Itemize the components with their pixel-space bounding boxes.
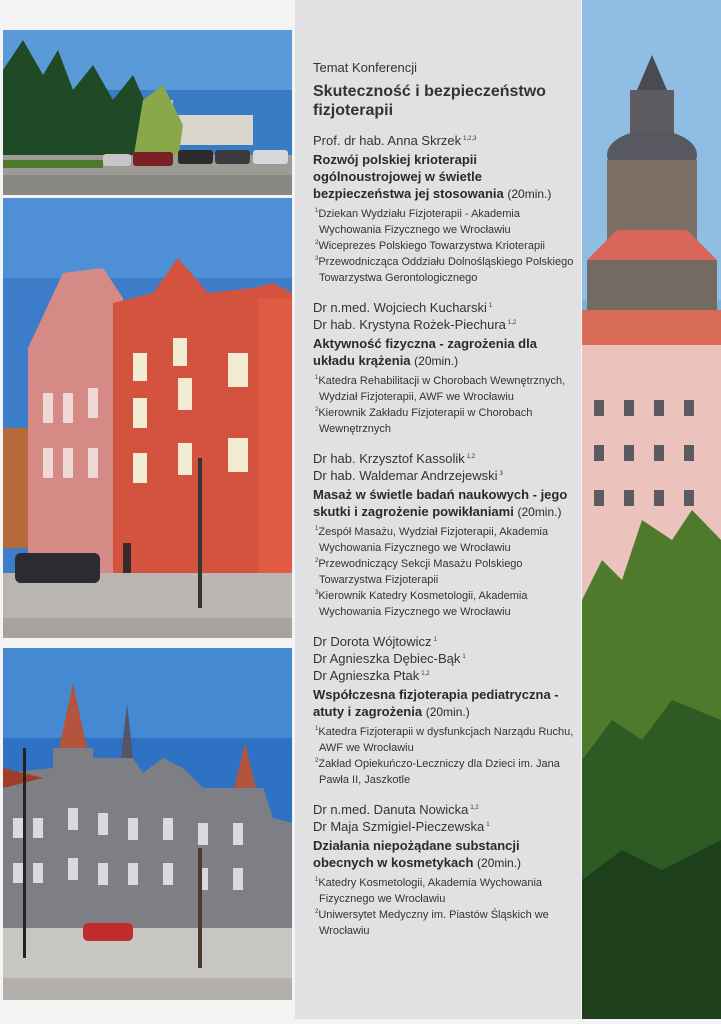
talk-duration: (20min.) (477, 856, 522, 870)
affiliation-text: Katedra Rehabilitacji w Chorobach Wewnętrznych, Wydział Fizjoterapii, AWF we Wrocławiu (318, 375, 566, 403)
author-affiliation-marker: 1 (462, 653, 466, 660)
talk-duration: (20min.) (517, 505, 562, 519)
affiliation-item (313, 556, 575, 588)
affiliation-number: 2 (315, 240, 319, 247)
author-name (313, 633, 575, 650)
talk-title-text: Rozwój polskiej krioterapii ogólnoustrojowej w świetle bezpieczeństwa jej stosowania (313, 152, 504, 201)
affiliation-number: 2 (315, 758, 319, 765)
affiliation-list (313, 373, 575, 437)
affiliation-text: Kierownik Katedry Kosmetologii, Akademia Wychowania Fizycznego we Wrocławiu (318, 590, 528, 618)
author-affiliation-marker: 1,2 (507, 319, 517, 326)
session-item (313, 801, 575, 939)
affiliation-item (313, 875, 575, 907)
affiliation-number: 2 (315, 909, 319, 916)
author-name-text: Dr Agnieszka Ptak (313, 668, 420, 683)
affiliation-list (313, 524, 575, 620)
talk-title (313, 335, 575, 370)
session-item (313, 633, 575, 788)
affiliation-item (313, 907, 575, 939)
affiliation-number: 2 (315, 407, 319, 414)
affiliation-item (313, 238, 575, 254)
talk-title (313, 486, 575, 521)
talk-duration: (20min.) (425, 705, 470, 719)
program-column (313, 60, 575, 952)
author-name (313, 450, 575, 467)
author-name-text: Dr Agnieszka Dębiec-Bąk (313, 651, 461, 666)
photo-town-hall (3, 198, 292, 638)
affiliation-text: Wiceprezes Polskiego Towarzystwa Krioterapii (318, 240, 545, 252)
talk-title-text: Działania niepożądane substancji obecnych w kosmetykach (313, 838, 520, 870)
conference-label: Temat Konferencji (313, 60, 418, 75)
author-affiliation-marker: 1 (433, 636, 437, 643)
conference-title: Skuteczność i bezpieczeństwo fizjoterapii (313, 83, 546, 119)
author-name (313, 667, 575, 684)
affiliation-number: 1 (315, 526, 319, 533)
talk-title (313, 837, 575, 872)
affiliation-text: Uniwersytet Medyczny im. Piastów Śląskich we Wrocławiu (318, 909, 549, 937)
author-name-text: Dr Dorota Wójtowicz (313, 634, 432, 649)
author-affiliation-marker: 1,2 (470, 804, 479, 811)
talk-duration: (20min.) (414, 354, 459, 368)
affiliation-list (313, 875, 575, 939)
session-item (313, 299, 575, 437)
affiliation-list (313, 724, 575, 788)
affiliation-item (313, 524, 575, 556)
affiliation-item (313, 724, 575, 756)
author-name (313, 132, 575, 149)
author-affiliation-marker: 1 (488, 302, 493, 309)
talk-title (313, 686, 575, 721)
talk-title-text: Aktywność fizyczna - zagrożenia dla układu krążenia (313, 336, 537, 368)
talk-title-text: Współczesna fizjoterapia pediatryczna - atuty i zagrożenia (313, 687, 559, 719)
photo-castle-tower (582, 0, 721, 1019)
affiliation-text: Zakład Opiekuńczo-Leczniczy dla Dzieci im. Jana Pawła II, Jaszkotle (318, 758, 560, 786)
affiliation-item (313, 373, 575, 405)
affiliation-number: 1 (315, 375, 319, 382)
session-item (313, 132, 575, 286)
author-affiliation-marker: 1,2,3 (463, 135, 477, 142)
affiliation-number: 1 (315, 726, 319, 733)
affiliation-item (313, 206, 575, 238)
affiliation-item (313, 405, 575, 437)
author-name (313, 801, 575, 818)
author-affiliation-marker: 1,2 (421, 670, 430, 677)
author-name-text: Dr hab. Waldemar Andrzejewski (313, 468, 498, 483)
author-name-text: Dr Maja Szmigiel-Pieczewska (313, 819, 485, 834)
affiliation-text: Przewodniczący Sekcji Masażu Polskiego Towarzystwa Fizjoterapii (318, 558, 523, 586)
affiliation-item (313, 756, 575, 788)
talk-duration: (20min.) (507, 187, 552, 201)
author-name-text: Dr hab. Krystyna Rożek-Piechura (313, 317, 506, 332)
affiliation-number: 3 (315, 590, 319, 597)
affiliation-list (313, 206, 575, 286)
author-name (313, 650, 575, 667)
author-name (313, 467, 575, 484)
affiliation-text: Przewodnicząca Oddziału Dolnośląskiego Polskiego Towarzystwa Gerontologicznego (318, 256, 574, 284)
author-name-text: Dr hab. Krzysztof Kassolik (313, 451, 465, 466)
affiliation-number: 3 (315, 256, 319, 263)
author-name (313, 818, 575, 835)
author-affiliation-marker: 1 (486, 821, 490, 828)
affiliation-number: 1 (315, 877, 319, 884)
author-affiliation-marker: 1,2 (466, 453, 476, 460)
affiliation-text: Kierownik Zakładu Fizjoterapii w Chorobach Wewnętrznych (318, 407, 533, 435)
affiliation-text: Katedry Kosmetologii, Akademia Wychowania Fizycznego we Wrocławiu (318, 877, 543, 905)
talk-title (313, 151, 575, 203)
affiliation-item (313, 588, 575, 620)
author-name-text: Dr n.med. Danuta Nowicka (313, 802, 469, 817)
session-item (313, 450, 575, 620)
talk-title-text: Masaż w świetle badań naukowych - jego skutki i zagrożenie powikłaniami (313, 487, 568, 519)
author-affiliation-marker: 3 (499, 470, 503, 477)
author-name (313, 316, 575, 333)
affiliation-item (313, 254, 575, 286)
affiliation-text: Zespół Masażu, Wydział Fizjoterapii, Akademia Wychowania Fizycznego we Wrocławiu (318, 526, 549, 554)
affiliation-number: 2 (315, 558, 319, 565)
affiliation-number: 1 (315, 208, 319, 215)
author-name-text: Prof. dr hab. Anna Skrzek (313, 133, 462, 148)
author-name (313, 299, 575, 316)
photo-parking-lot (3, 30, 292, 195)
affiliation-text: Dziekan Wydziału Fizjoterapii - Akademia Wychowania Fizycznego we Wrocławiu (318, 208, 520, 236)
affiliation-text: Katedra Fizjoterapii w dysfunkcjach Narządu Ruchu, AWF we Wrocławiu (318, 726, 574, 754)
author-name-text: Dr n.med. Wojciech Kucharski (313, 300, 487, 315)
photo-gothic-building (3, 648, 292, 1000)
session-list (313, 132, 575, 939)
